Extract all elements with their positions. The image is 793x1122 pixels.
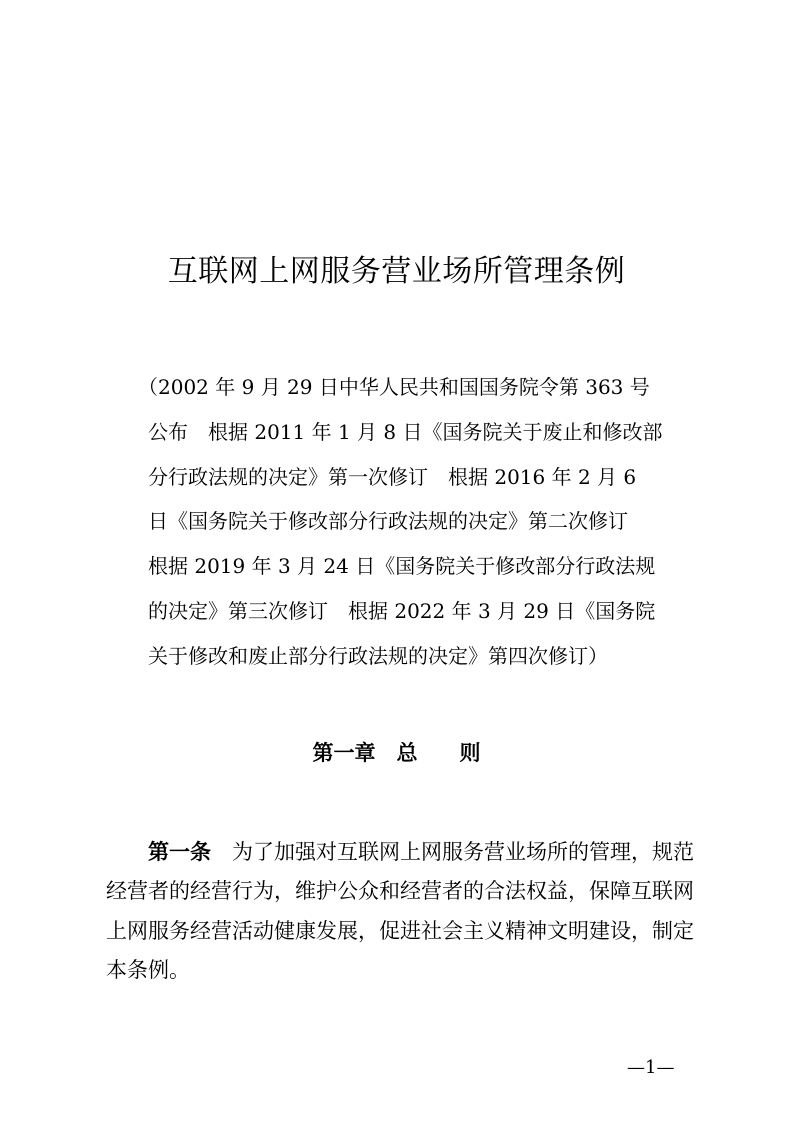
promulgation-line: 关于修改和废止部分行政法规的决定》第四次修订） <box>148 643 608 668</box>
article-text: 为了加强对互联网上网服务营业场所的管理，规范 <box>232 840 694 864</box>
article-line: 上网服务经营活动健康发展，促进社会主义精神文明建设，制定 <box>106 918 694 943</box>
promulgation-line: 日《国务院关于修改部分行政法规的决定》第二次修订 <box>148 509 628 534</box>
article-heading: 第一条 <box>148 840 211 864</box>
promulgation-line: （2002 年 9 月 29 日中华人民共和国国务院令第 363 号 <box>138 375 650 399</box>
article-line: 本条例。 <box>106 958 190 983</box>
promulgation-line: 分行政法规的决定》第一次修订 根据 2016 年 2 月 6 <box>148 464 637 489</box>
promulgation-note <box>138 365 668 679</box>
promulgation-line: 根据 2019 年 3 月 24 日《国务院关于修改部分行政法规 <box>148 554 656 579</box>
promulgation-line: 公布 根据 2011 年 1 月 8 日《国务院关于废止和修改部 <box>148 419 663 444</box>
article-line: 经营者的经营行为，维护公众和经营者的合法权益，保障互联网 <box>106 879 694 904</box>
article-line <box>106 833 696 872</box>
chapter-heading: 第一章 总 则 <box>312 741 481 765</box>
promulgation-line: 的决定》第三次修订 根据 2022 年 3 月 29 日《国务院 <box>148 598 656 623</box>
page-number: —1— <box>627 1057 675 1078</box>
document-title: 互联网上网服务营业场所管理条例 <box>167 254 626 289</box>
article-1 <box>106 833 696 991</box>
